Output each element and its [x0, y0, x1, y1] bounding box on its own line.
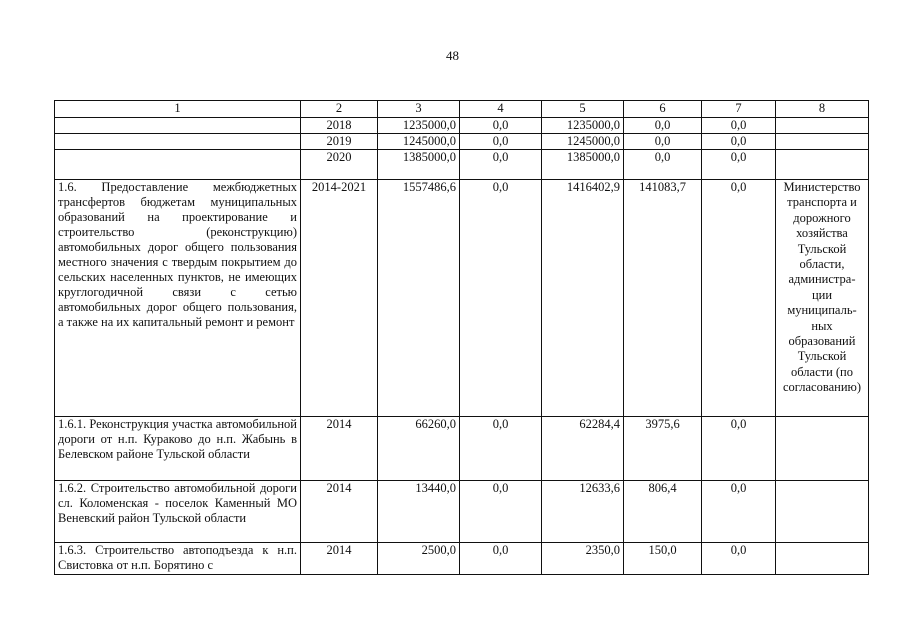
header-cell: 6	[624, 101, 702, 118]
total-cell: 66260,0	[378, 417, 460, 481]
header-cell: 3	[378, 101, 460, 118]
federal-cell: 0,0	[460, 180, 542, 417]
table-row	[55, 118, 869, 134]
header-cell: 5	[542, 101, 624, 118]
federal-cell: 0,0	[460, 481, 542, 543]
federal-cell: 0,0	[460, 150, 542, 180]
page-number: 48	[446, 48, 459, 63]
extra-cell: 0,0	[702, 180, 776, 417]
municipal-cell: 0,0	[624, 118, 702, 134]
year-cell: 2014	[301, 543, 378, 575]
municipal-cell: 141083,7	[624, 180, 702, 417]
table-row	[55, 150, 869, 180]
table-row-main	[55, 180, 869, 417]
total-cell: 1245000,0	[378, 134, 460, 150]
regional-cell: 12633,6	[542, 481, 624, 543]
total-cell: 1385000,0	[378, 150, 460, 180]
empty-cell	[776, 543, 869, 575]
measure-description: 1.6.1. Реконструкция участка автомобильной дороги от н.п. Кураково до н.п. Жабынь в Белевском районе Тульской области	[55, 417, 301, 481]
table-row	[55, 543, 869, 575]
measure-description: 1.6.3. Строительство автоподъезда к н.п. Свистовка от н.п. Борятино с	[55, 543, 301, 575]
federal-cell: 0,0	[460, 543, 542, 575]
federal-cell: 0,0	[460, 417, 542, 481]
extra-cell: 0,0	[702, 481, 776, 543]
empty-cell	[776, 118, 869, 134]
year-cell: 2020	[301, 150, 378, 180]
year-cell: 2019	[301, 134, 378, 150]
year-cell: 2018	[301, 118, 378, 134]
municipal-cell: 150,0	[624, 543, 702, 575]
total-cell: 2500,0	[378, 543, 460, 575]
empty-cell	[55, 150, 301, 180]
extra-cell: 0,0	[702, 118, 776, 134]
year-cell: 2014	[301, 417, 378, 481]
measure-description: 1.6. Предоставление межбюджетных трансфертов бюджетам муниципальных образований на проектирование и строительство (реконструкцию) автомобильных дорог общего пользования местного значения с твердым покрытием до сельских населенных пунктов, не имеющих круглогодичной связи с сетью автомобильных дорог общего пользования, а также на их капитальный ремонт и ремонт	[55, 180, 301, 417]
regional-cell: 1385000,0	[542, 150, 624, 180]
federal-cell: 0,0	[460, 118, 542, 134]
extra-cell: 0,0	[702, 543, 776, 575]
municipal-cell: 806,4	[624, 481, 702, 543]
year-cell: 2014-2021	[301, 180, 378, 417]
responsible-executor: Министерство транспорта и дорожного хозяйства Тульской области, администра-ции муниципаль-ных образований Тульской области (по согласованию)	[776, 180, 869, 417]
extra-cell: 0,0	[702, 134, 776, 150]
total-cell: 1235000,0	[378, 118, 460, 134]
header-cell: 7	[702, 101, 776, 118]
header-row	[55, 101, 869, 118]
empty-cell	[55, 134, 301, 150]
total-cell: 13440,0	[378, 481, 460, 543]
header-cell: 8	[776, 101, 869, 118]
empty-cell	[776, 150, 869, 180]
table-row	[55, 481, 869, 543]
table-row	[55, 417, 869, 481]
extra-cell: 0,0	[702, 417, 776, 481]
header-cell: 1	[55, 101, 301, 118]
regional-cell: 62284,4	[542, 417, 624, 481]
table-row	[55, 134, 869, 150]
regional-cell: 1416402,9	[542, 180, 624, 417]
year-cell: 2014	[301, 481, 378, 543]
regional-cell: 2350,0	[542, 543, 624, 575]
empty-cell	[55, 118, 301, 134]
header-cell: 2	[301, 101, 378, 118]
empty-cell	[776, 417, 869, 481]
municipal-cell: 3975,6	[624, 417, 702, 481]
total-cell: 1557486,6	[378, 180, 460, 417]
municipal-cell: 0,0	[624, 134, 702, 150]
municipal-cell: 0,0	[624, 150, 702, 180]
measure-description: 1.6.2. Строительство автомобильной дороги сл. Коломенская - поселок Каменный МО Веневский район Тульской области	[55, 481, 301, 543]
program-table	[54, 100, 869, 575]
empty-cell	[776, 481, 869, 543]
empty-cell	[776, 134, 869, 150]
regional-cell: 1245000,0	[542, 134, 624, 150]
regional-cell: 1235000,0	[542, 118, 624, 134]
extra-cell: 0,0	[702, 150, 776, 180]
federal-cell: 0,0	[460, 134, 542, 150]
header-cell: 4	[460, 101, 542, 118]
